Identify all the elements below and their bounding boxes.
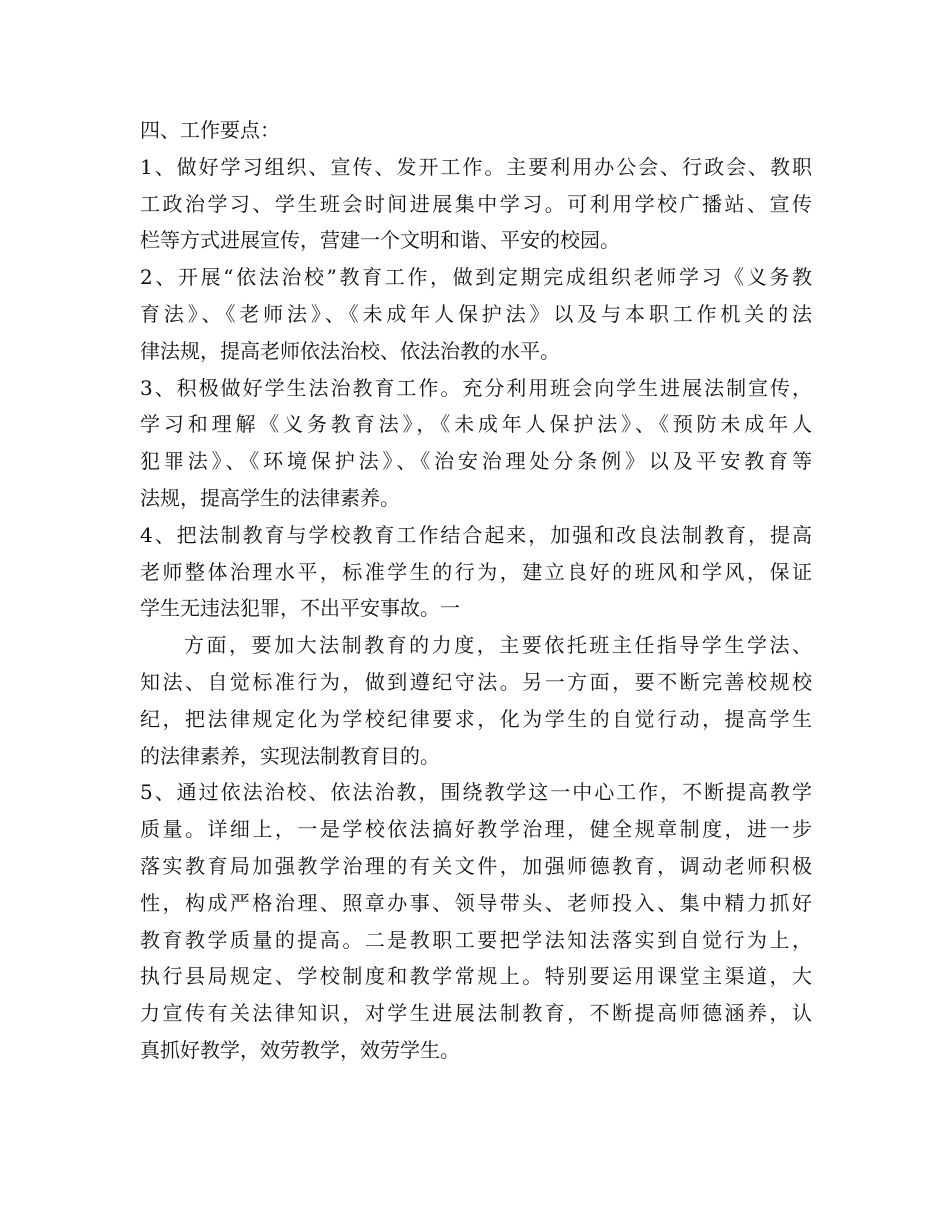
text-line: 4、把法制教育与学校教育工作结合起来，加强和改良法制教育，提高 xyxy=(140,522,812,547)
text-line: 质量。详细上，一是学校依法搞好教学治理，健全规章制度，进一步 xyxy=(140,817,812,842)
text-line: 工政治学习、学生班会时间进展集中学习。可利用学校广播站、宣传 xyxy=(140,191,812,216)
text-line: 性，构成严格治理、照章办事、领导带头、老师投入、集中精力抓好 xyxy=(140,890,812,915)
document-body xyxy=(140,112,812,1069)
text-line: 真抓好教学，效劳教学，效劳学生。 xyxy=(140,1037,460,1062)
text-line: 落实教育局加强教学治理的有关文件，加强师德教育，调动老师积极 xyxy=(140,853,812,878)
text-line: 教育教学质量的提高。二是教职工要把学法知法落实到自觉行为上， xyxy=(140,927,812,952)
text-line: 2、开展“依法治校”教育工作，做到定期完成组织老师学习《义务教 xyxy=(140,265,812,290)
text-line: 力宣传有关法律知识，对学生进展法制教育，不断提高师德涵养，认 xyxy=(140,1001,812,1026)
text-line: 老师整体治理水平，标准学生的行为，建立良好的班风和学风，保证 xyxy=(140,559,812,584)
text-line: 知法、自觉标准行为，做到遵纪守法。另一方面，要不断完善校规校 xyxy=(140,669,812,694)
text-line: 育法》、《老师法》、《未成年人保护法》以及与本职工作机关的法 xyxy=(140,301,812,326)
text-line: 纪，把法律规定化为学校纪律要求，化为学生的自觉行动，提高学生 xyxy=(140,706,812,731)
text-line: 学习和理解《义务教育法》，《未成年人保护法》、《预防未成年人 xyxy=(140,412,812,437)
text-line: 法规，提高学生的法律素养。 xyxy=(140,485,400,510)
text-line: 栏等方式进展宣传，营建一个文明和谐、平安的校园。 xyxy=(140,228,620,253)
text-line: 方面，要加大法制教育的力度，主要依托班主任指导学生学法、 xyxy=(184,633,812,658)
text-line: 3、积极做好学生法治教育工作。充分利用班会向学生进展法制宣传， xyxy=(140,375,812,400)
text-line: 犯罪法》、《环境保护法》、《治安治理处分条例》以及平安教育等 xyxy=(140,449,812,474)
text-line: 5、通过依法治校、依法治教，围绕教学这一中心工作，不断提高教学 xyxy=(140,780,812,805)
section-heading: 四、工作要点： xyxy=(140,118,280,142)
text-line: 律法规，提高老师依法治校、依法治教的水平。 xyxy=(140,338,560,363)
text-line: 学生无违法犯罪，不出平安事故。一 xyxy=(140,596,460,621)
text-line: 1、做好学习组织、宣传、发开工作。主要利用办公会、行政会、教职 xyxy=(140,154,812,179)
text-line: 的法律素养，实现法制教育目的。 xyxy=(140,743,440,768)
text-line: 执行县局规定、学校制度和教学常规上。特别要运用课堂主渠道，大 xyxy=(140,964,812,989)
